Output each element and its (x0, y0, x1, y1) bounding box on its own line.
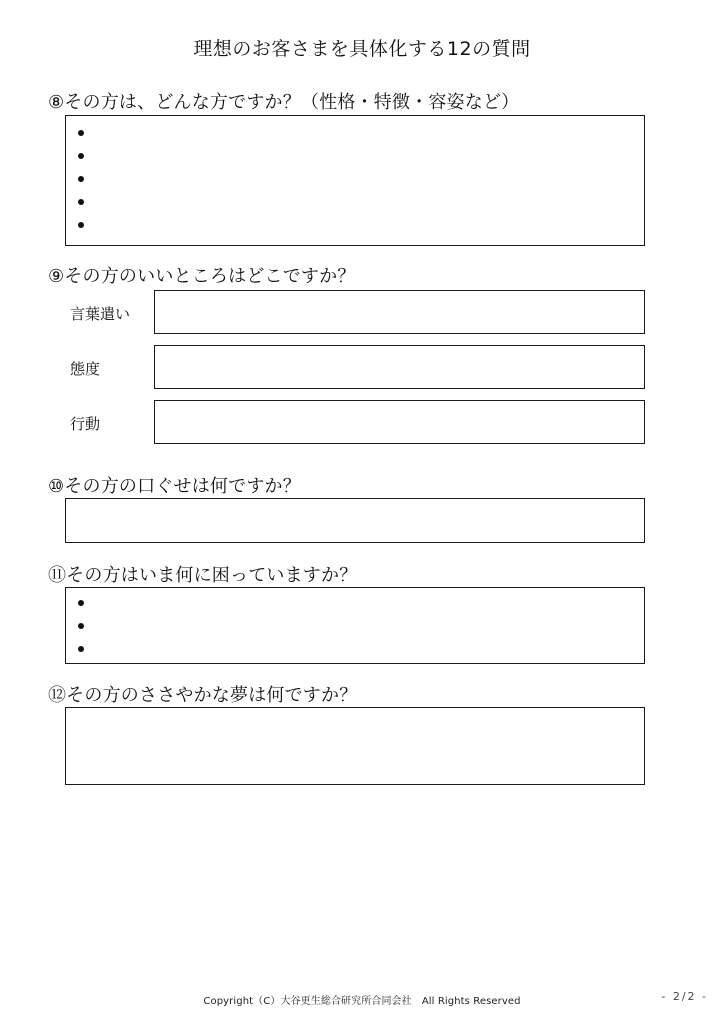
question-12-answer-box[interactable] (65, 707, 645, 785)
bullet-icon (78, 199, 84, 205)
field-box-attitude[interactable] (154, 345, 645, 389)
question-8-answer-box[interactable] (65, 115, 645, 246)
question-8-heading: ⑧その方は、どんな方ですか？（性格・特徴・容姿など） (48, 92, 520, 113)
question-12-heading: ⑫その方のささやかな夢は何ですか？ (48, 685, 358, 706)
field-label-attitude: 態度 (70, 360, 101, 378)
bullet-item[interactable] (76, 638, 84, 661)
bullet-item[interactable] (76, 214, 84, 237)
bullet-item[interactable] (76, 122, 84, 145)
question-10-answer-box[interactable] (65, 498, 645, 543)
bullet-item[interactable] (76, 615, 84, 638)
question-11-heading: ⑪その方はいま何に困っていますか？ (48, 565, 358, 586)
bullet-icon (78, 646, 84, 652)
bullet-icon (78, 222, 84, 228)
field-box-action[interactable] (154, 400, 645, 444)
field-box-words[interactable] (154, 290, 645, 334)
bullet-item[interactable] (76, 168, 84, 191)
bullet-icon (78, 153, 84, 159)
question-9-heading: ⑨その方のいいところはどこですか？ (48, 266, 356, 287)
question-10-heading: ⑩その方の口ぐせは何ですか？ (48, 476, 301, 497)
bullet-item[interactable] (76, 592, 84, 615)
page-number: - 2/2 - (661, 990, 708, 1003)
bullet-icon (78, 130, 84, 136)
bullet-icon (78, 176, 84, 182)
question-11-answer-box[interactable] (65, 587, 645, 664)
question-8-bullet-list (76, 122, 84, 237)
question-11-bullet-list (76, 592, 84, 661)
bullet-icon (78, 623, 84, 629)
bullet-item[interactable] (76, 145, 84, 168)
bullet-item[interactable] (76, 191, 84, 214)
footer-copyright: Copyright（C）大谷更生総合研究所合同会社 All Rights Reserved (203, 996, 521, 1007)
page-title: 理想のお客さまを具体化する12の質問 (193, 38, 531, 60)
field-label-words: 言葉遣い (70, 305, 131, 323)
bullet-icon (78, 600, 84, 606)
field-label-action: 行動 (70, 415, 101, 433)
